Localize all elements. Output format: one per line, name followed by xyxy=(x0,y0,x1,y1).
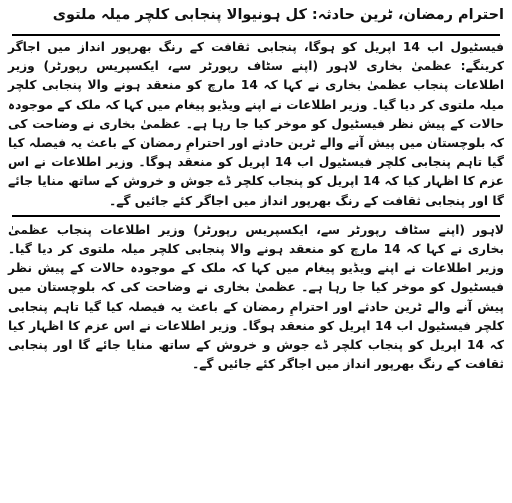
middle-divider xyxy=(12,215,500,217)
headline: احترام رمضان، ٹرین حادثہ: کل ہونیوالا پنجابی کلچر میلہ ملتوی xyxy=(52,7,504,23)
article-paragraph-2: لاہور (اپنے سٹاف رپورٹر سے، ایکسپریس رپورٹر) وزیر اطلاعات پنجاب عظمیٰ بخاری نے کہا کہ 14 مارچ کو منعقد ہونے والا پنجابی کلچر میلہ ملتوی کر دیا گیا۔ وزیر اطلاعات نے اپنے ویڈیو پیغام میں کہا کہ ملک کے موجودہ حالات کے پیش نظر فیسٹیول کو موخر کیا جا رہا ہے۔ عظمیٰ بخاری نے وضاحت کی کہ بلوچستان میں پیش آنے والے ٹرین حادثے اور احترامِ رمضان کے باعث یہ فیصلہ کیا گیا تاہم پنجابی کلچر فیسٹیول اب 14 اپریل کو منعقد ہوگا۔ وزیر اطلاعات نے اس عزم کا اظہار کیا کہ 14 اپریل کو پنجاب کلچر ڈے جوش و خروش کے ساتھ منایا جائے گا اور پنجابی ثقافت کے رنگ بھرپور انداز میں اجاگر کئے جائیں گے۔ xyxy=(8,222,504,372)
top-divider xyxy=(12,34,500,36)
article-paragraph-1: فیسٹیول اب 14 اپریل کو ہوگا، پنجابی ثقافت کے رنگ بھرپور انداز میں اجاگر کرینگے: عظمیٰ بخاری لاہور (اپنے سٹاف رپورٹر سے، ایکسپریس رپورٹر) وزیر اطلاعات پنجاب عظمیٰ بخاری نے کہا کہ 14 مارچ کو منعقد ہونے والا پنجابی کلچر میلہ ملتوی کر دیا گیا۔ وزیر اطلاعات نے اپنے ویڈیو پیغام میں کہا کہ ملک کے موجودہ حالات کے پیش نظر فیسٹیول کو موخر کیا جا رہا ہے۔ عظمیٰ بخاری نے وضاحت کی کہ بلوچستان میں پیش آنے والے ٹرین حادثے اور احترامِ رمضان کے باعث یہ فیصلہ کیا گیا تاہم پنجابی کلچر فیسٹیول اب 14 اپریل کو منعقد ہوگا۔ وزیر اطلاعات نے اس عزم کا اظہار کیا کہ 14 اپریل کو پنجاب کلچر ڈے جوش و خروش کے ساتھ منایا جائے گا اور پنجابی ثقافت کے رنگ بھرپور انداز میں اجاگر کئے جائیں گے۔ xyxy=(8,40,504,208)
